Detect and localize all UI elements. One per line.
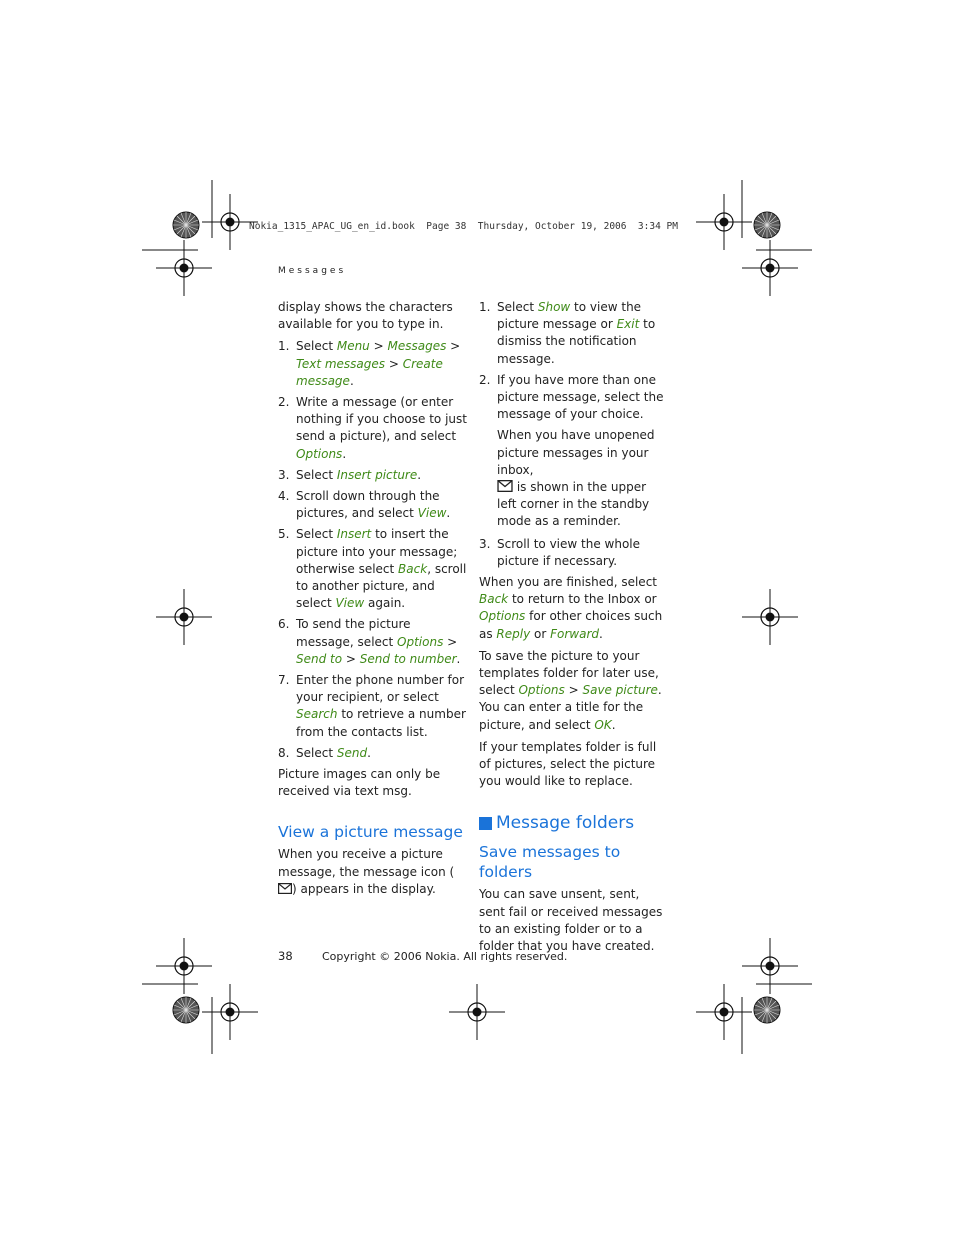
menu-term: Create message	[296, 356, 443, 388]
text-run: >	[385, 356, 403, 371]
menu-term: Exit	[616, 317, 640, 332]
text-run: >	[564, 683, 583, 698]
text-run: Scroll down through the pictures, and select	[296, 489, 440, 521]
text-run: If you have more than one picture message, select the message of your choice.	[497, 372, 664, 422]
step-number: 2.	[479, 372, 491, 387]
menu-term: Text messages	[296, 356, 386, 371]
step-number: 7.	[278, 673, 290, 688]
text-run: Select	[296, 745, 337, 760]
templates-full-paragraph: If your templates folder is full of pictures, select the picture you would like to replace.	[479, 739, 657, 789]
text-run: to view the picture message or	[497, 300, 642, 332]
text-run: or	[530, 626, 551, 641]
text-run: >	[342, 651, 360, 666]
text-run: to dismiss the notification message.	[497, 317, 656, 366]
menu-term: View	[417, 506, 447, 521]
heading-save-messages-to-folders: Save messages to folders	[479, 843, 621, 882]
menu-term: Options	[296, 446, 343, 461]
book-header-line: Nokia_1315_APAC_UG_en_id.book Page 38 Thursday, October 19, 2006 3:34 PM	[249, 221, 678, 232]
text-run: again.	[364, 596, 406, 611]
step-number: 8.	[278, 745, 290, 760]
save-folders-paragraph: You can save unsent, sent, sent fail or received messages to an existing folder or to a folder that you have created.	[479, 887, 663, 954]
text-run: >	[443, 634, 458, 649]
step-number: 3.	[479, 536, 491, 551]
step-number: 1.	[278, 339, 290, 354]
menu-term: Reply	[496, 626, 531, 641]
step-number: 3.	[278, 467, 290, 482]
text-run: to insert the picture into your message; otherwise select	[296, 527, 458, 576]
menu-term: Save picture	[582, 683, 658, 698]
menu-term: OK	[594, 717, 612, 732]
text-run: Select	[296, 339, 337, 354]
text-run: Select	[296, 527, 337, 542]
menu-term: Back	[398, 561, 428, 576]
view-picture-text: When you receive a picture message, the message icon () appears in the display.	[278, 847, 455, 896]
text-run: Select	[296, 467, 337, 482]
text-run: .	[446, 506, 451, 521]
menu-term: Options	[397, 634, 444, 649]
text-run: to retrieve a number from the contacts list.	[296, 707, 466, 739]
page-number: 38	[278, 949, 293, 963]
text-run: Write a message (or enter nothing if you choose to just send a picture), and select	[296, 395, 467, 444]
text-run: .	[349, 373, 354, 388]
text-run: . You can enter a title for the picture, and select	[479, 683, 662, 732]
text-run: .	[342, 446, 347, 461]
text-run: Scroll to view the whole picture if necessary.	[497, 536, 641, 568]
text-run: >	[446, 339, 461, 354]
text-run: to return to the Inbox or	[508, 592, 657, 607]
step-number: 4.	[278, 489, 290, 504]
text-run: .	[367, 745, 371, 760]
unopened-note: When you have unopened picture messages in your inbox, is shown in the upper left corner in the standby mode as a reminder.	[497, 428, 655, 529]
text-run: Select	[497, 300, 538, 314]
text-run: .	[456, 651, 461, 666]
section-title: Messages	[278, 266, 347, 276]
text-run: .	[611, 717, 616, 732]
menu-term: Forward	[550, 626, 600, 641]
step-number: 5.	[278, 527, 290, 542]
menu-term: View	[335, 596, 365, 611]
text-run: , scroll to another picture, and select	[296, 561, 467, 611]
heading-message-folders: Message folders	[479, 812, 669, 834]
step-number: 1.	[479, 300, 491, 314]
menu-term: Search	[296, 707, 338, 722]
menu-term: Show	[537, 300, 571, 314]
menu-term: Back	[479, 592, 509, 607]
copyright-text: Copyright © 2006 Nokia. All rights reserved.	[322, 950, 568, 963]
heading-view-picture-message: View a picture message	[278, 823, 463, 842]
menu-term: Send to number	[359, 651, 457, 666]
text-run: >	[369, 339, 388, 354]
menu-term: Messages	[387, 339, 447, 354]
menu-term: Menu	[336, 339, 370, 354]
text-run: .	[417, 467, 422, 482]
text-run: Enter the phone number for your recipient, or select	[296, 673, 465, 705]
text-run: To save the picture to your templates folder for later use, select	[479, 648, 659, 698]
text-run: To send the picture message, select	[296, 617, 411, 649]
menu-term: Send	[336, 745, 368, 760]
text-run: for other choices such as	[479, 609, 663, 641]
step-number: 2.	[278, 395, 290, 410]
intro-text: display shows the characters available for you to type in.	[278, 300, 453, 332]
menu-term: Options	[479, 609, 526, 624]
menu-term: Options	[518, 683, 565, 698]
menu-term: Insert picture	[336, 467, 418, 482]
note-text: Picture images can only be received via text msg.	[278, 767, 441, 799]
menu-term: Send to	[296, 651, 343, 666]
text-run: When you are finished, select	[479, 575, 657, 590]
step-number: 6.	[278, 617, 290, 632]
text-run: .	[599, 626, 603, 641]
menu-term: Insert	[336, 527, 372, 542]
